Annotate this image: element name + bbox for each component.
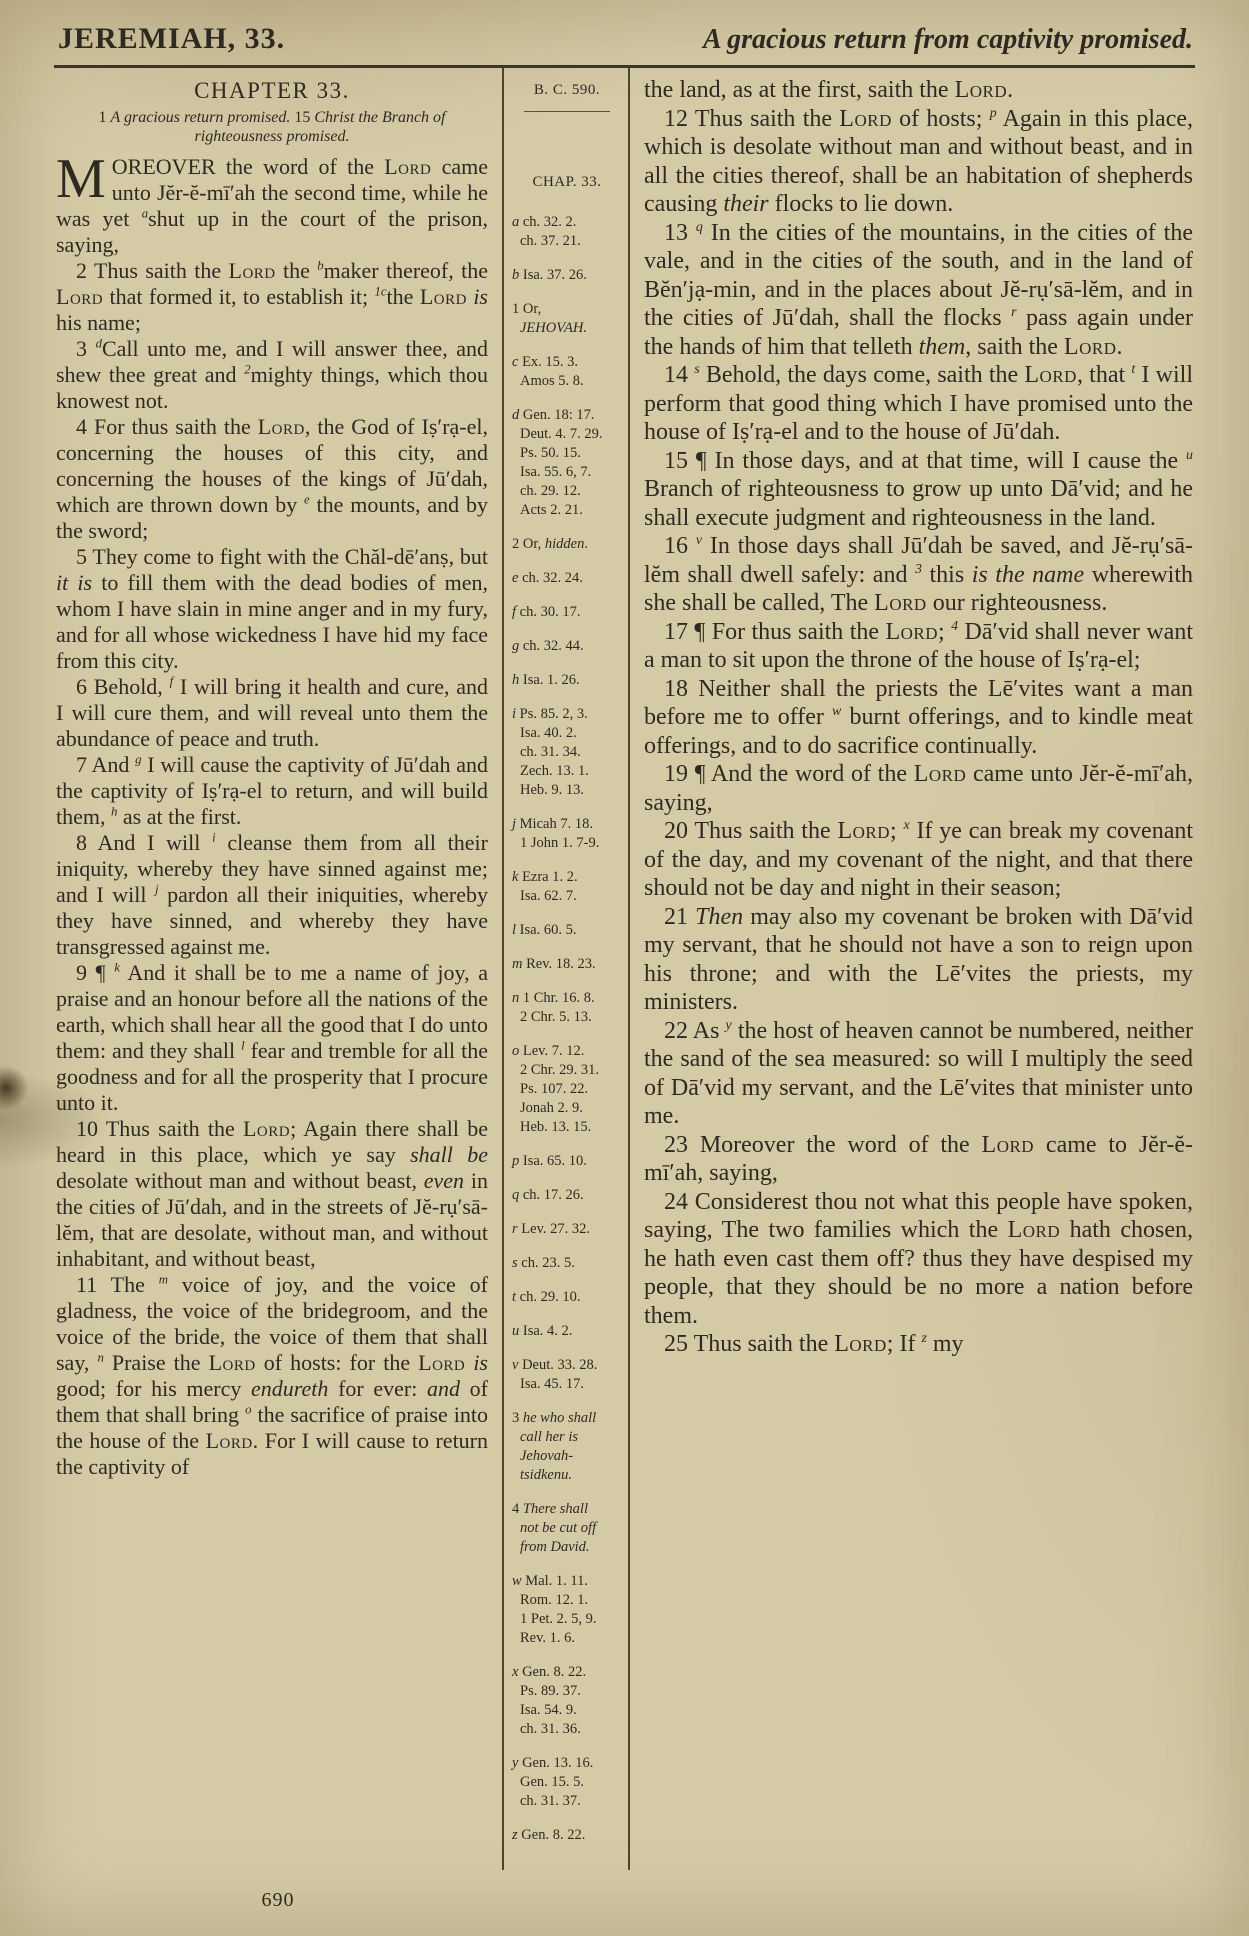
- page-number: 690: [261, 1889, 295, 1911]
- reference-line: i Ps. 85. 2, 3.: [512, 706, 588, 722]
- reference-line: call her is: [520, 1429, 578, 1445]
- reference-entry: [512, 300, 622, 338]
- reference-entry: [512, 1322, 622, 1341]
- verse-text: 21 Then may also my covenant be broken with Dā′vid my servant, that he should not have a son to reign upon his throne; and with the Lē′vites the priests, my ministers.: [644, 903, 1194, 1015]
- verse-text: 25 Thus saith the Lord; If $^z$ my: [664, 1331, 964, 1357]
- chapter-heading: CHAPTER 33.: [194, 78, 350, 103]
- verse-22: [644, 1017, 1193, 1131]
- verse-text: OREOVER the word of the Lord came unto Jĕr-ĕ-mī′ah the second time, while he was yet $^a$shut up in the court of the prison, saying,: [56, 154, 488, 257]
- reference-entry: [512, 1663, 622, 1739]
- verse-text: 22 As $^y$ the host of heaven cannot be numbered, neither the sand of the sea measured: so will I multiply the seed of Dā′vid my servant, and the Lē′vites that minister unto me.: [644, 1017, 1193, 1129]
- verse-text: 7 And $^g$ I will cause the captivity of Jū′dah and the captivity of Iṣ′rạ-el to return, and will build them, $^h$ as at the first.: [56, 752, 488, 829]
- reference-line: o Lev. 7. 12.: [512, 1043, 585, 1059]
- reference-line: tsidkenu.: [520, 1467, 572, 1483]
- reference-line: y Gen. 13. 16.: [512, 1755, 594, 1771]
- reference-line: Gen. 15. 5.: [520, 1774, 585, 1790]
- reference-line: 2 Or, hidden.: [512, 536, 588, 552]
- reference-line: ch. 37. 21.: [520, 233, 581, 249]
- reference-line: Isa. 40. 2.: [520, 725, 577, 741]
- reference-line: c Ex. 15. 3.: [512, 354, 579, 370]
- reference-entry: [512, 868, 622, 906]
- verse-text: 16 $^v$ In those days shall Jū′dah be saved, and Jĕ-rụ′sā-lĕm shall dwell safely: and $^3$ this is the name wherewith she shall be called, The Lord our righteousness.: [644, 533, 1194, 616]
- reference-line: 4 There shall: [512, 1501, 588, 1517]
- reference-entry: [512, 1356, 622, 1394]
- reference-entry: [512, 1572, 622, 1648]
- reference-line: f ch. 30. 17.: [512, 604, 581, 620]
- chapter-ref-label: CHAP. 33.: [532, 174, 602, 190]
- verse-text: 24 Considerest thou not what this people have spoken, saying, The two families which the Lord hath chosen, he hath even cast them off? thus they have despised my people, that they should be no more a nation before them.: [644, 1188, 1193, 1329]
- verse-2: [56, 258, 488, 336]
- verse-text: 3 $^d$Call unto me, and I will answer thee, and shew thee great and $^2$mighty things, which thou knowest not.: [56, 336, 489, 413]
- reference-entry: [512, 535, 622, 554]
- reference-line: Amos 5. 8.: [520, 373, 584, 389]
- reference-entry: [512, 603, 622, 622]
- reference-line: p Isa. 65. 10.: [512, 1153, 587, 1169]
- reference-line: b Isa. 37. 26.: [512, 267, 587, 283]
- page-header: [0, 0, 1249, 62]
- right-column-verses: [644, 76, 1193, 1359]
- verse-text: 11 The $^m$ voice of joy, and the voice of gladness, the voice of the bridegroom, and the voice of the bride, the voice of them that shall say, $^n$ Praise the Lord of hosts: for the Lord is good; for his mercy endureth for ever: and of them that shall bring $^o$ the sacrifice of praise into the house of the Lord. For I will cause to return the captivity of: [56, 1272, 489, 1479]
- left-column-verses: [56, 148, 489, 1480]
- reference-line: Rev. 1. 6.: [520, 1630, 576, 1646]
- reference-entry: [512, 1152, 622, 1171]
- reference-line: Isa. 54. 9.: [520, 1702, 577, 1718]
- reference-line: ch. 31. 36.: [520, 1721, 581, 1737]
- reference-line: x Gen. 8. 22.: [512, 1664, 587, 1680]
- reference-line: 1 Or,: [512, 301, 542, 317]
- reference-line: 1 John 1. 7-9.: [520, 835, 600, 851]
- verse-continuation: [644, 76, 1193, 105]
- reference-line: Isa. 55. 6, 7.: [520, 464, 592, 480]
- verse-text: 2 Thus saith the Lord the $^b$maker thereof, the Lord that formed it, to establish it; $^{1c}$the Lord is his name;: [56, 258, 489, 335]
- verse-19: [644, 760, 1193, 817]
- verse-5: [56, 544, 488, 674]
- text-columns: [54, 68, 1195, 1870]
- reference-entry: [512, 406, 622, 520]
- verse-17: [644, 618, 1193, 675]
- reference-entry: [512, 671, 622, 690]
- reference-line: Heb. 9. 13.: [520, 782, 585, 798]
- reference-line: j Micah 7. 18.: [512, 816, 593, 832]
- verse-text: 6 Behold, $^f$ I will bring it health and cure, and I will cure them, and will reveal unto them the abundance of peace and truth.: [56, 674, 488, 751]
- reference-entry: [512, 1754, 622, 1811]
- reference-entry: [512, 705, 622, 800]
- reference-line: Rom. 12. 1.: [520, 1592, 589, 1608]
- verse-1: [56, 148, 488, 258]
- reference-line: not be cut off: [520, 1520, 597, 1536]
- running-head: A gracious return from captivity promised.: [702, 24, 1193, 55]
- reference-column: [502, 68, 630, 1870]
- verse-text: 9 ¶ $^k$ And it shall be to me a name of joy, a praise and an honour before all the nations of the earth, which shall hear all the good that I do unto them: and they shall $^l$ fear and tremble for all the goodness and for all the prosperity that I procure unto it.: [56, 960, 489, 1115]
- verse-text: 19 ¶ And the word of the Lord came unto Jĕr-ĕ-mī′ah, saying,: [644, 761, 1193, 816]
- verse-20: [644, 817, 1193, 903]
- verse-3: [56, 336, 488, 414]
- reference-line: u Isa. 4. 2.: [512, 1323, 573, 1339]
- verse-text: 23 Moreover the word of the Lord came to Jĕr-ĕ-mī′ah, saying,: [644, 1131, 1193, 1186]
- reference-line: n 1 Chr. 16. 8.: [512, 990, 595, 1006]
- verse-text: 17 ¶ For thus saith the Lord; $^4$ Dā′vid shall never want a man to sit upon the throne of the house of Iṣ′rạ-el;: [644, 618, 1194, 673]
- reference-line: q ch. 17. 26.: [512, 1187, 584, 1203]
- reference-line: Deut. 4. 7. 29.: [520, 426, 603, 442]
- verse-21: [644, 903, 1193, 1017]
- verse-11: [56, 1272, 488, 1480]
- reference-line: h Isa. 1. 26.: [512, 672, 580, 688]
- reference-line: r Lev. 27. 32.: [512, 1221, 591, 1237]
- verse-9: [56, 960, 488, 1116]
- bc-date-rule: [524, 111, 610, 112]
- verse-25: [644, 1330, 1193, 1359]
- reference-entry: [512, 1186, 622, 1205]
- reference-entry: [512, 955, 622, 974]
- verse-7: [56, 752, 488, 830]
- reference-line: ch. 29. 12.: [520, 483, 581, 499]
- reference-line: v Deut. 33. 28.: [512, 1357, 598, 1373]
- verse-12: [644, 105, 1193, 219]
- reference-line: g ch. 32. 44.: [512, 638, 584, 654]
- reference-line: w Mal. 1. 11.: [512, 1573, 588, 1589]
- verse-text: 14 $^s$ Behold, the days come, saith the Lord, that $^t$ I will perform that good thing which I have promised unto the house of Iṣ′rạ-el and to the house of Jū′dah.: [644, 362, 1194, 445]
- verse-text: 4 For thus saith the Lord, the God of Iṣ′rạ-el, concerning the houses of this city, and concerning the houses of the kings of Jū′dah, which are thrown down by $^e$ the mounts, and by the sword;: [56, 414, 488, 543]
- reference-line: a ch. 32. 2.: [512, 214, 577, 230]
- verse-8: [56, 830, 488, 960]
- verse-text: the land, as at the first, saith the Lord.: [644, 77, 1014, 103]
- verse-text: 5 They come to fight with the Chăl-dē′anṣ, but it is to fill them with the dead bodies of men, whom I have slain in mine anger and in my fury, and for all whose wickedness I have hid my face from this city.: [56, 544, 488, 673]
- reference-line: JEHOVAH.: [520, 320, 587, 336]
- reference-entry: [512, 1500, 622, 1557]
- reference-line: m Rev. 18. 23.: [512, 956, 596, 972]
- reference-line: d Gen. 18: 17.: [512, 407, 595, 423]
- verse-text: 20 Thus saith the Lord; $^x$ If ye can break my covenant of the day, and my covenant of the night, and that there should not be day and night in their season;: [644, 818, 1194, 901]
- verse-4: [56, 414, 488, 544]
- reference-entry: [512, 637, 622, 656]
- drop-cap: M: [56, 148, 106, 210]
- reference-line: Isa. 62. 7.: [520, 888, 577, 904]
- verse-15: [644, 447, 1193, 533]
- verse-6: [56, 674, 488, 752]
- right-column: [630, 68, 1195, 1870]
- verse-text: 12 Thus saith the Lord of hosts; $^p$ Again in this place, which is desolate without man and without beast, and in all the cities thereof, shall be an habitation of shepherds causing their flocks to lie down.: [644, 105, 1194, 217]
- reference-entry: [512, 213, 622, 251]
- verse-24: [644, 1188, 1193, 1331]
- verse-text: 8 And I will $^i$ cleanse them from all their iniquity, whereby they have sinned against me; and I will $^j$ pardon all their iniquities, whereby they have sinned, and whereby they have transgressed against me.: [56, 830, 488, 959]
- reference-line: 2 Chr. 5. 13.: [520, 1009, 592, 1025]
- reference-entry: [512, 921, 622, 940]
- reference-line: t ch. 29. 10.: [512, 1289, 581, 1305]
- verse-14: [644, 361, 1193, 447]
- left-column: [54, 68, 502, 1870]
- verse-10: [56, 1116, 488, 1272]
- reference-entries: [512, 213, 622, 1845]
- reference-line: 1 Pet. 2. 5, 9.: [520, 1611, 597, 1627]
- reference-entry: [512, 1288, 622, 1307]
- verse-13: [644, 219, 1193, 362]
- reference-entry: [512, 1254, 622, 1273]
- reference-line: Jonah 2. 9.: [520, 1100, 583, 1116]
- reference-entry: [512, 266, 622, 285]
- verse-text: 10 Thus saith the Lord; Again there shall be heard in this place, which ye say shall be desolate without man and without beast, even in the cities of Jū′dah, and in the streets of Jĕ-rụ′sā-lĕm, that are desolate, without man, and without inhabitant, and without beast,: [56, 1116, 488, 1271]
- reference-entry: [512, 353, 622, 391]
- reference-line: 3 he who shall: [512, 1410, 597, 1426]
- reference-line: s ch. 23. 5.: [512, 1255, 575, 1271]
- bc-date-label: B. C. 590.: [533, 82, 601, 98]
- verse-text: 18 Neither shall the priests the Lē′vites want a man before me to offer $^w$ burnt offerings, and to kindle meat offerings, and to do sacrifice continually.: [644, 675, 1193, 759]
- reference-entry: [512, 1409, 622, 1485]
- reference-line: Heb. 13. 15.: [520, 1119, 592, 1135]
- book-chapter-title: JEREMIAH, 33.: [58, 22, 286, 55]
- verse-18: [644, 675, 1193, 761]
- verse-text: 15 ¶ In those days, and at that time, will I cause the $^u$ Branch of righteousness to grow up unto Dā′vid; and he shall execute judgment and righteousness in the land.: [644, 447, 1193, 531]
- reference-line: z Gen. 8. 22.: [512, 1827, 586, 1843]
- reference-entry: [512, 1220, 622, 1239]
- reference-entry: [512, 1826, 622, 1845]
- verse-23: [644, 1131, 1193, 1188]
- reference-line: l Isa. 60. 5.: [512, 922, 577, 938]
- reference-line: Ps. 89. 37.: [520, 1683, 581, 1699]
- reference-line: Jehovah-: [520, 1448, 574, 1464]
- reference-entry: [512, 1042, 622, 1137]
- reference-entry: [512, 989, 622, 1027]
- reference-line: e ch. 32. 24.: [512, 570, 583, 586]
- reference-line: from David.: [520, 1539, 590, 1555]
- reference-line: 2 Chr. 29. 31.: [520, 1062, 599, 1078]
- reference-entry: [512, 815, 622, 853]
- reference-entry: [512, 569, 622, 588]
- reference-line: Ps. 107. 22.: [520, 1081, 589, 1097]
- reference-line: Isa. 45. 17.: [520, 1376, 585, 1392]
- verse-16: [644, 532, 1193, 618]
- verse-text: 13 $^q$ In the cities of the mountains, in the cities of the vale, and in the cities of the south, and in the land of Bĕn′jạ-min, and in the places about Jĕ-rụ′sā-lĕm, and in the cities of Jū′dah, shall the flocks $^r$ pass again under the hands of him that telleth them, saith the Lord.: [644, 219, 1194, 360]
- reference-line: Acts 2. 21.: [520, 502, 583, 518]
- reference-line: Ps. 50. 15.: [520, 445, 581, 461]
- reference-line: ch. 31. 34.: [520, 744, 581, 760]
- reference-line: k Ezra 1. 2.: [512, 869, 578, 885]
- reference-line: ch. 31. 37.: [520, 1793, 581, 1809]
- chapter-summary: 1 A gracious return promised. 15 Christ the Branch of righteousness promised.: [98, 109, 446, 145]
- reference-line: Zech. 13. 1.: [520, 763, 589, 779]
